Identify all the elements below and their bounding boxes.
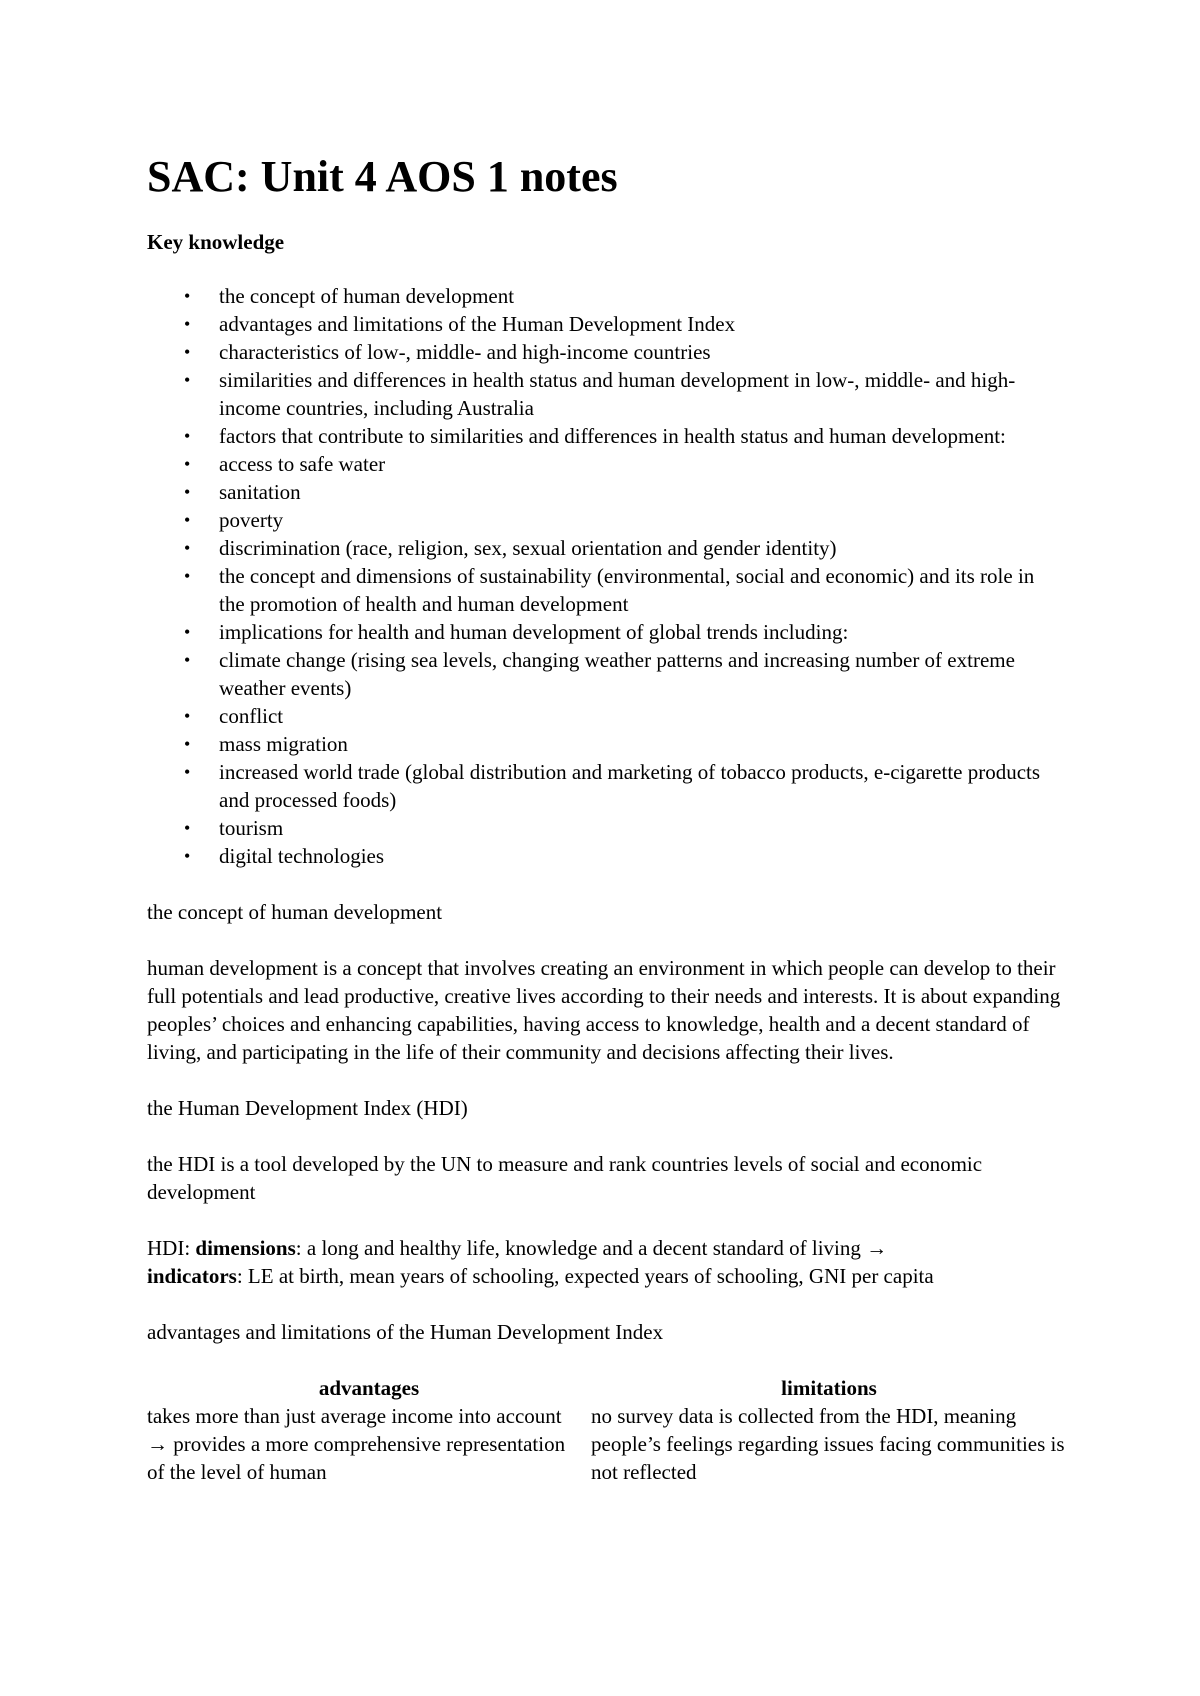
bullet-icon: • — [184, 538, 191, 558]
key-knowledge-heading: Key knowledge — [147, 230, 285, 254]
list-item-text: tourism — [219, 816, 284, 840]
list-item — [147, 534, 1049, 562]
list-item — [147, 618, 1049, 646]
bullet-icon: • — [184, 510, 191, 530]
list-item — [147, 422, 1049, 450]
bullet-icon: • — [184, 314, 191, 334]
bullet-icon: • — [184, 370, 191, 390]
list-item — [147, 702, 1049, 730]
hdi-body: the HDI is a tool developed by the UN to measure and rank countries levels of social and economic development — [147, 1152, 983, 1204]
list-item-text: the concept and dimensions of sustainability (environmental, social and economic) and its role in the promotion of health and human development — [219, 564, 1035, 616]
bullet-icon: • — [184, 650, 191, 670]
bullet-icon: • — [184, 426, 191, 446]
list-item — [147, 310, 1049, 338]
bullet-icon: • — [184, 706, 191, 726]
list-item-text: mass migration — [219, 732, 348, 756]
list-item — [147, 814, 1049, 842]
list-item-text: poverty — [219, 508, 284, 532]
key-knowledge-list — [147, 282, 1067, 870]
indicators-text: : LE at birth, mean years of schooling, expected years of schooling, GNI per capita — [236, 1264, 934, 1288]
list-item-text: climate change (rising sea levels, changing weather patterns and increasing number of extreme weather events) — [219, 648, 1015, 700]
limitation-cell: no survey data is collected from the HDI, meaning people’s feelings regarding issues facing communities is not reflected — [591, 1404, 1065, 1484]
advantages-header: advantages — [318, 1376, 420, 1400]
human-development-body: human development is a concept that involves creating an environment in which people can develop to their full potentials and lead productive, creative lives according to their needs and interests. It is about expanding peoples’ choices and enhancing capabilities, having access to knowledge, health and a decent standard of living, and participating in the life of their community and decisions affecting their lives. — [147, 956, 1061, 1064]
table-row — [147, 1402, 1067, 1486]
list-item-text: implications for health and human development of global trends including: — [219, 620, 849, 644]
list-item — [147, 646, 1049, 702]
list-item — [147, 562, 1049, 618]
limitations-header: limitations — [781, 1376, 877, 1400]
list-item-text: conflict — [219, 704, 284, 728]
list-item-text: advantages and limitations of the Human Development Index — [219, 312, 736, 336]
bullet-icon: • — [184, 482, 191, 502]
list-item-text: factors that contribute to similarities and differences in health status and human development: — [219, 424, 1006, 448]
list-item — [147, 478, 1049, 506]
list-item — [147, 282, 1049, 310]
indicators-label: indicators — [147, 1264, 237, 1288]
bullet-icon: • — [184, 846, 191, 866]
bullet-icon: • — [184, 566, 191, 586]
list-item — [147, 338, 1049, 366]
bullet-icon: • — [184, 762, 191, 782]
list-item — [147, 730, 1049, 758]
list-item — [147, 366, 1049, 422]
dimensions-label: dimensions — [195, 1236, 296, 1260]
list-item-text: the concept of human development — [219, 284, 515, 308]
list-item-text: digital technologies — [219, 844, 385, 868]
bullet-icon: • — [184, 342, 191, 362]
document-page — [147, 150, 1067, 1486]
bullet-icon: • — [184, 454, 191, 474]
document-title: SAC: Unit 4 AOS 1 notes — [147, 152, 618, 201]
list-item-text: characteristics of low-, middle- and high-income countries — [219, 340, 711, 364]
bullet-icon: • — [184, 622, 191, 642]
list-item — [147, 758, 1049, 814]
adv-lim-heading: advantages and limitations of the Human Development Index — [147, 1320, 664, 1344]
list-item — [147, 450, 1049, 478]
bullet-icon: • — [184, 286, 191, 306]
hdi-prefix: HDI: — [147, 1236, 196, 1260]
list-item — [147, 842, 1049, 870]
bullet-icon: • — [184, 818, 191, 838]
advantage-cell: takes more than just average income into account → provides a more comprehensive representation of the level of human — [147, 1404, 566, 1484]
adv-lim-table-body — [147, 1402, 1067, 1486]
list-item-text: discrimination (race, religion, sex, sexual orientation and gender identity) — [219, 536, 837, 560]
list-item-text: similarities and differences in health status and human development in low-, middle- and high-income countries, including Australia — [219, 368, 1016, 420]
dimensions-text: : a long and healthy life, knowledge and a decent standard of living → — [295, 1236, 888, 1260]
list-item-text: access to safe water — [219, 452, 386, 476]
list-item — [147, 506, 1049, 534]
hdi-dimensions-indicators — [147, 1234, 1067, 1290]
adv-lim-table — [147, 1374, 1067, 1486]
list-item-text: increased world trade (global distribution and marketing of tobacco products, e-cigarette products and processed foods) — [219, 760, 1041, 812]
list-item-text: sanitation — [219, 480, 301, 504]
adv-lim-header-row — [147, 1374, 1067, 1402]
human-development-heading: the concept of human development — [147, 900, 443, 924]
hdi-heading: the Human Development Index (HDI) — [147, 1096, 468, 1120]
bullet-icon: • — [184, 734, 191, 754]
